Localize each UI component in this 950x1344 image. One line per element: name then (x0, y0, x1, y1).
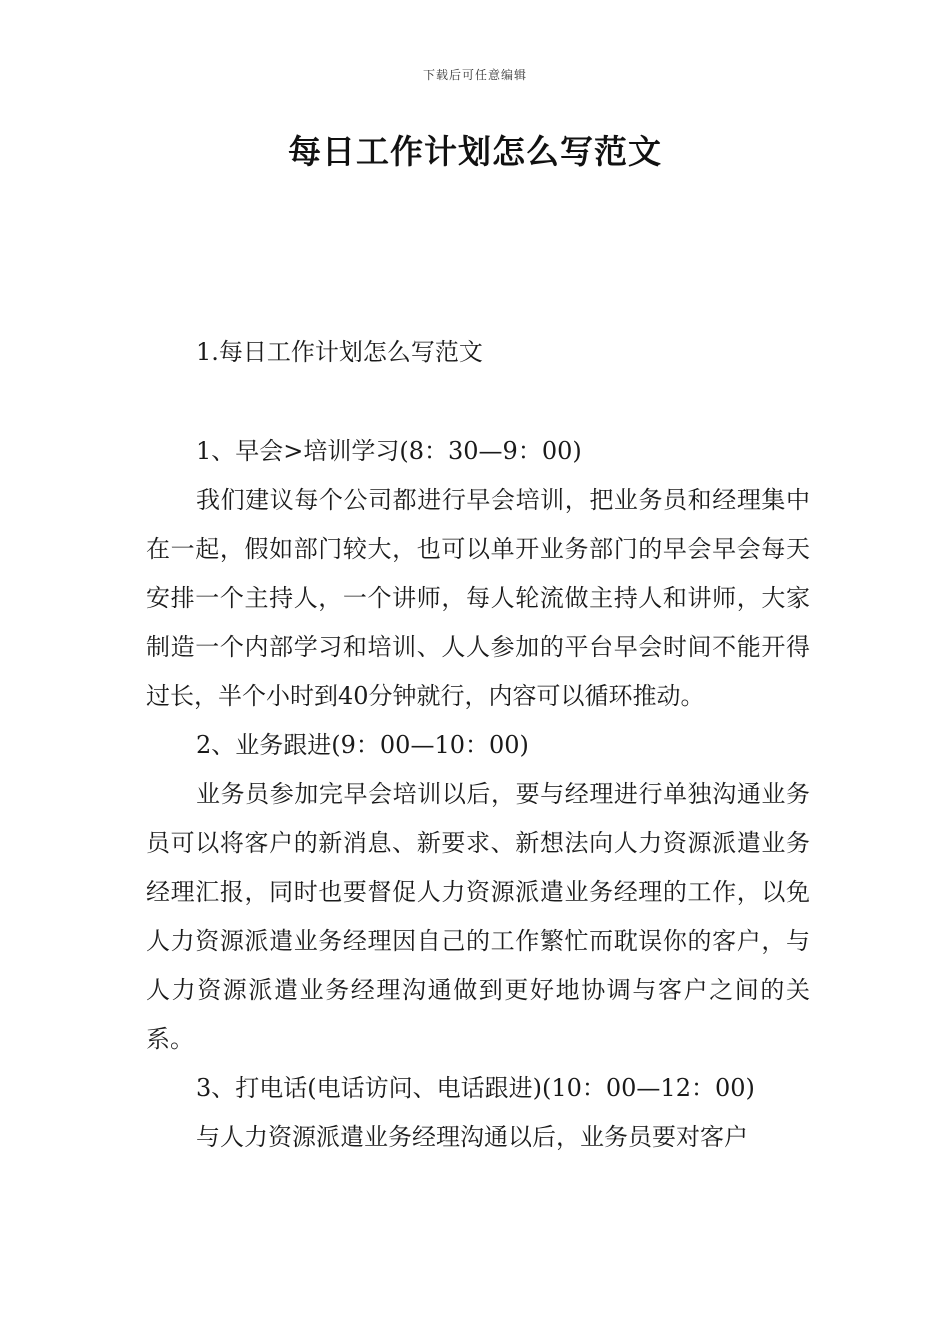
section-heading-1: 1、早会>培训学习(8：30—9：00) (196, 437, 582, 465)
section-paragraph-1: 我们建议每个公司都进行早会培训，把业务员和经理集中在一起，假如部门较大，也可以单开业务部门的早会早会每天安排一个主持人，一个讲师，每人轮流做主持人和讲师，大家制造一个内部学习和培训、人人参加的平台早会时间不能开得过长，半个小时到40分钟就行，内容可以循环推动。 (146, 486, 810, 710)
document-body (146, 328, 810, 1162)
section-paragraph-2: 业务员参加完早会培训以后，要与经理进行单独沟通业务员可以将客户的新消息、新要求、新想法向人力资源派遣业务经理汇报，同时也要督促人力资源派遣业务经理的工作，以免人力资源派遣业务经理因自己的工作繁忙而耽误你的客户，与人力资源派遣业务经理沟通做到更好地协调与客户之间的关系。 (146, 780, 810, 1053)
section-paragraph-3: 与人力资源派遣业务经理沟通以后，业务员要对客户 (196, 1123, 748, 1151)
header-note: 下载后可任意编辑 (422, 68, 527, 82)
section-heading-3: 3、打电话(电话访问、电话跟进)(10：00—12：00) (196, 1074, 755, 1102)
document-title: 每日工作计划怎么写范文 (288, 132, 662, 171)
document-subtitle: 1.每日工作计划怎么写范文 (196, 338, 483, 366)
section-heading-2: 2、业务跟进(9：00—10：00) (196, 731, 529, 759)
